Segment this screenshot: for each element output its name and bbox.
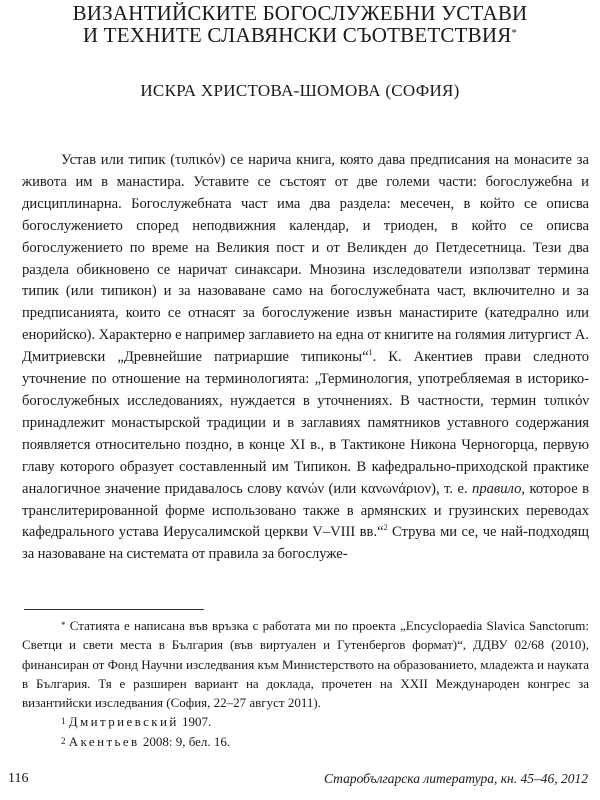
- footnote-2-author: Акентьев: [68, 733, 140, 749]
- body-text-part-1: Устав или типик (τυπικόν) се нарича книга, която дава предписания на монасите за живота им в манастира. Уставите се състоят от две големи части: богослужебна и дисциплинарна. Богослужебната част има два раздела: месечен, в който се описва богослужението според неподвижния календар, и триоден, в който се описва богослужението по време на Великия пост и от Великден до Петдесетница. Тези два раздела обикновено се наричат синаксари. Мнозина изследователи използват термина типик (или типикон) и за назоваване само на богослужебната част, включително и за предписанията, които се отнасят за богослужение извън манастирите (катедрално или енорийско). Характерно е например заглавието на една от книгите на голямия литургист А. Дмитриевски „Древнейшие патриаршие типиконы“: [22, 152, 589, 366]
- body-text-part-4: Струва ми се, че най-подходящ за назоваване на системата от правила за богослуже-: [22, 524, 589, 563]
- body-text-part-2: . К. Акентиев прави следното уточнение по отношение на терминологията: „Терминология, употребляемая в историко-богослужебных исследованиях, нуждается в уточнениях. В частности, термин τυπικόν принадлежит монастырской традиции и в заглавиях памятников уставного содержания появляется относительно поздно, в конце XI в., в Тактиконе Никона Черногорца, первую главу которого образует составленный им Типикон. В кафедрально-приходской практике аналогичное значение придавалось слову κανών (или κανωνάριον), т. е.: [22, 349, 589, 497]
- footnote-1-text: 1907.: [178, 714, 212, 730]
- footnote-star: [22, 616, 589, 712]
- body-paragraph: [22, 150, 589, 566]
- article-title: [0, 2, 600, 46]
- title-footnote-mark: *: [511, 27, 518, 39]
- footnote-star-mark: *: [61, 620, 66, 630]
- title-line-1: ВИЗАНТИЙСКИТЕ БОГОСЛУЖЕБНИ УСТАВИ: [72, 1, 528, 25]
- footnote-star-text: Статията е написана във връзка с работата ми по проекта „Encyclopaedia Slavica Sanctorum: Светци и свети места в България (във виртуален и Гутенбергов формат)“, ДДВУ 02/68 (2010), финансиран от Фонд Научни изследвания към Министерството на образованието, младежта и науката в България. Тя е разширен вариант на доклада, прочетен на XXII Международен конгрес за византийски изследвания (София, 22–27 август 2011).: [22, 618, 589, 711]
- footnote-1: [22, 712, 589, 731]
- body-italic-term: правило: [472, 480, 522, 497]
- footnote-2: [22, 732, 589, 751]
- footnote-1-author: Дмитриевский: [68, 714, 179, 730]
- footnote-1-mark: 1: [61, 716, 66, 727]
- article-body: [22, 150, 589, 566]
- footnote-divider: [24, 609, 204, 610]
- journal-reference: Старобългарска литература, кн. 45–46, 2012: [323, 771, 588, 786]
- footnote-2-mark: 2: [61, 735, 66, 746]
- body-text-part-3: , которое в транслитерированной форме использовано также в армянских и грузинских переводах кафедрального устава Иерусалимской церкви V–VIII вв.“: [22, 480, 589, 541]
- footnote-2-text: 2008: 9, бел. 16.: [139, 733, 231, 749]
- footnote-ref-2: 2: [383, 523, 388, 533]
- footnote-ref-1: 1: [368, 348, 373, 358]
- footnotes: [22, 616, 589, 751]
- page-number: 116: [8, 771, 29, 786]
- title-line-2: [0, 24, 600, 46]
- article-author: ИСКРА ХРИСТОВА-ШОМОВА (СОФИЯ): [140, 81, 460, 100]
- title-line-2-text: И ТЕХНИТЕ СЛАВЯНСКИ СЪОТВЕТСТВИЯ: [82, 23, 512, 47]
